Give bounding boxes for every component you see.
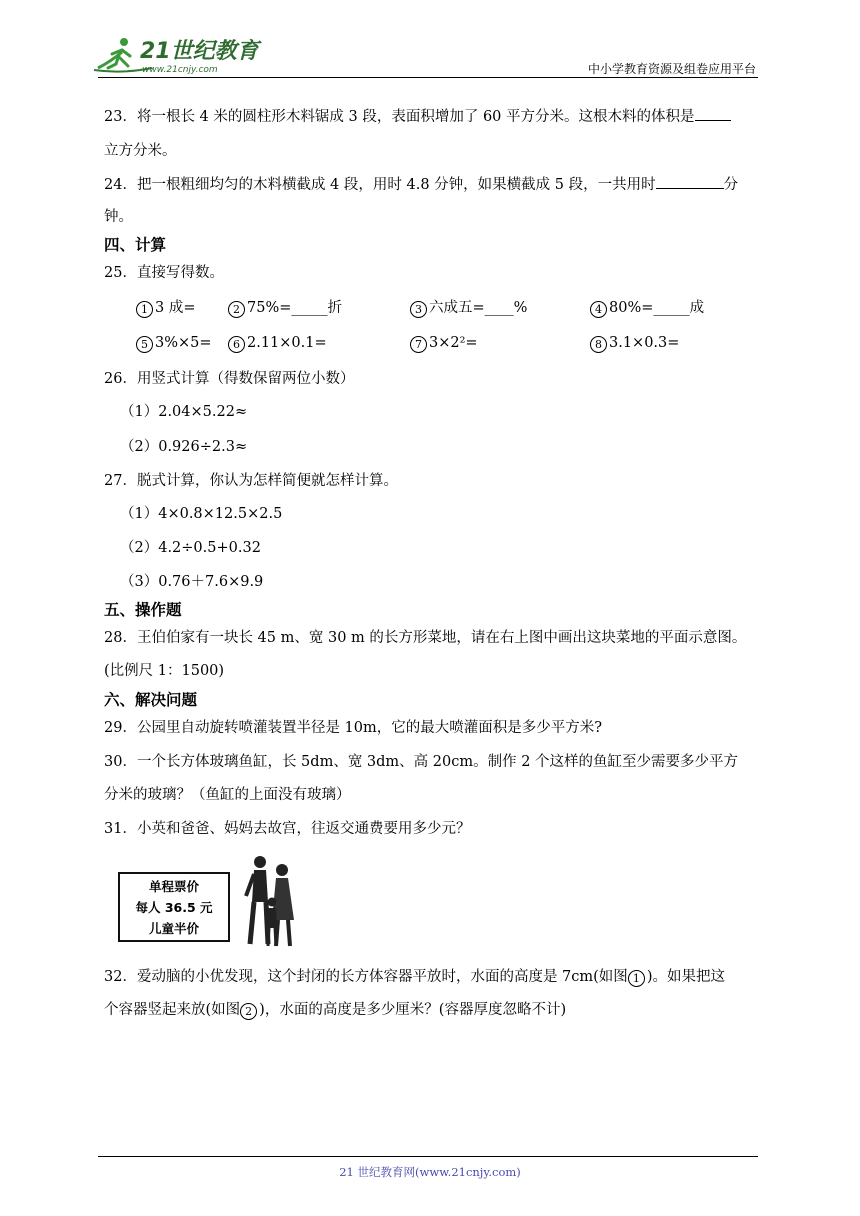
- sign-line-1: 单程票价: [148, 879, 199, 894]
- q28-line2: (比例尺 1：1500): [104, 663, 225, 679]
- q23-line2: 立方分米。: [104, 143, 177, 159]
- q25-item-5: [136, 332, 212, 354]
- ticket-price-sign: [118, 872, 230, 942]
- q32-line2: [104, 999, 566, 1021]
- q30-line1: 30．一个长方体玻璃鱼缸，长 5dm、宽 3dm、高 20cm。制作 2 个这样的鱼缸至少需要多少平方: [104, 754, 739, 770]
- q25-item-7: [410, 332, 478, 354]
- q23-blank[interactable]: [695, 106, 731, 121]
- q23-line1: [104, 106, 731, 128]
- q25-item-text: 3 成=: [155, 300, 196, 316]
- q27-title: 27．脱式计算，你认为怎样简便就怎样计算。: [104, 473, 398, 489]
- circled-number: 6: [228, 336, 245, 353]
- q27-item-3: （3）0.76＋7.6×9.9: [120, 574, 264, 590]
- q25-title: 25．直接写得数。: [104, 265, 224, 281]
- q32-text-d: )，水面的高度是多少厘米？(容器厚度忽略不计): [259, 1002, 567, 1018]
- circled-number: 1: [136, 301, 153, 318]
- sign-line-2: 每人 36.5 元: [135, 900, 213, 915]
- logo-text: 21世纪教育: [140, 39, 259, 64]
- logo-url: www.21cnjy.com: [142, 65, 218, 75]
- q25-item-text: 3%×5=: [155, 335, 212, 351]
- q31-text: 31．小英和爸爸、妈妈去故宫，往返交通费要用多少元？: [104, 821, 471, 837]
- circled-number: 8: [590, 336, 607, 353]
- q26-item-2: （2）0.926÷2.3≈: [120, 439, 248, 455]
- section-4-title: 四、计算: [104, 236, 167, 254]
- header-right-text: 中小学教育资源及组卷应用平台: [587, 62, 756, 76]
- section-6-title: 六、解决问题: [104, 691, 198, 709]
- q27-item-1: （1）4×0.8×12.5×2.5: [120, 506, 283, 522]
- q25-item-text: 3.1×0.3=: [609, 335, 680, 351]
- section-5-title: 五、操作题: [104, 601, 182, 619]
- q25-item-2: [228, 297, 342, 319]
- q25-item-3: [410, 297, 527, 319]
- footer-text[interactable]: 21 世纪教育网(www.21cnjy.com): [339, 1165, 521, 1179]
- q24-blank[interactable]: [656, 174, 724, 189]
- q28-line1: 28．王伯伯家有一块长 45 m、宽 30 m 的长方形菜地，请在右上图中画出这块菜地的平面示意图。: [104, 630, 747, 646]
- q24-line1: [104, 174, 738, 196]
- q25-item-text: 六成五=____%: [429, 300, 528, 316]
- q25-item-1: [136, 297, 195, 319]
- circled-number: 2: [240, 1003, 257, 1020]
- q25-item-text: 2.11×0.1=: [247, 335, 327, 351]
- q32-text-a: 32．爱动脑的小优发现，这个封闭的长方体容器平放时，水面的高度是 7cm(如图: [104, 969, 628, 985]
- q25-item-text: 75%=_____折: [247, 300, 343, 316]
- q25-item-text: 3×2²=: [429, 335, 478, 351]
- circled-number: 1: [628, 970, 645, 987]
- q23-text: 23．将一根长 4 米的圆柱形木料锯成 3 段，表面积增加了 60 平方分米。这根木料的体积是: [104, 109, 695, 125]
- circled-number: 3: [410, 301, 427, 318]
- q32-line1: [104, 966, 725, 988]
- q24-text-end: 分: [723, 177, 739, 193]
- q25-item-6: [228, 332, 327, 354]
- family-illustration: [236, 852, 300, 952]
- q26-item-1: （1）2.04×5.22≈: [120, 404, 248, 420]
- circled-number: 7: [410, 336, 427, 353]
- q32-text-b: )。如果把这: [646, 969, 725, 985]
- q25-item-4: [590, 297, 704, 319]
- q26-title: 26．用竖式计算（得数保留两位小数）: [104, 371, 355, 387]
- q25-item-text: 80%=_____成: [609, 300, 705, 316]
- site-logo: [92, 32, 262, 76]
- circled-number: 2: [228, 301, 245, 318]
- q25-item-8: [590, 332, 679, 354]
- footer-divider: [98, 1156, 758, 1157]
- header-divider: [98, 77, 758, 78]
- q32-text-c: 个容器竖起来放(如图: [104, 1002, 241, 1018]
- q30-line2: 分米的玻璃？（鱼缸的上面没有玻璃）: [104, 787, 351, 803]
- q24-line2: 钟。: [104, 209, 133, 225]
- q24-text: 24．把一根粗细均匀的木料横截成 4 段，用时 4.8 分钟，如果横截成 5 段，一共用时: [104, 177, 656, 193]
- q29-text: 29．公园里自动旋转喷灌装置半径是 10m，它的最大喷灌面积是多少平方米?: [104, 720, 603, 736]
- circled-number: 5: [136, 336, 153, 353]
- circled-number: 4: [590, 301, 607, 318]
- sign-line-3: 儿童半价: [148, 921, 199, 936]
- q27-item-2: （2）4.2÷0.5+0.32: [120, 540, 261, 556]
